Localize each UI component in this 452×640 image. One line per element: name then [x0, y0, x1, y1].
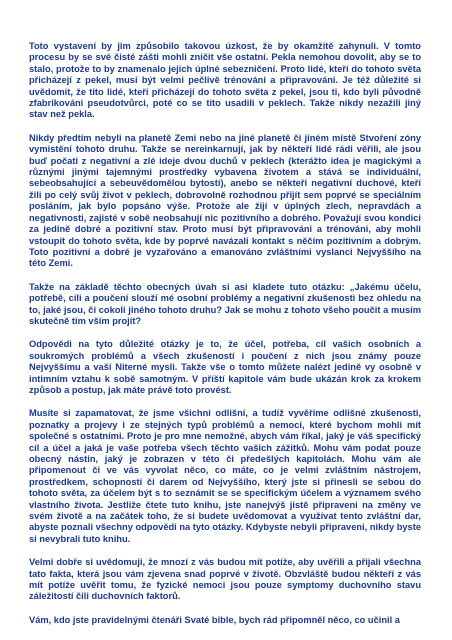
paragraph: Vám, kdo jste pravidelnými čtenáři Svaté bible, bych rád připomněl něco, co učinil a: [29, 614, 400, 625]
paragraph: Velmi dobře si uvědomuji, že mnozí z vás budou mít potíže, aby uvěřili a přijali všechna tato fakta, která jsou vám zjevena snad poprvé v životě. Obzvláště budou někteří z vás mít potíže uvěřit tomu, že fyzické nemoci jsou pouze symptomy duchovního stavu záležitostí čili duchovních faktorů.: [29, 557, 421, 602]
paragraph: Toto vystavení by jim způsobilo takovou úzkost, že by okamžitě zahynuli. V tomto procesu by se své čisté zášti mohli zničit vše ostatní. Pekla nemohou dovolit, aby se to stalo, protože to by znamenalo jejich úplné sebezničení. Proto lidé, kteří do tohoto světa přicházejí z pekel, musí být velmi pečlivě trénováni a připravováni. Je též důležité si uvědomit, že tito lidé, kteří přicházejí do tohoto světa z pekel, jsou ti, kdo byli původně zfabrikováni pseudotvůrci, poté co se tito usadili v peklech. Takže nikdy nezažili jiný stav než pekla.: [29, 41, 421, 120]
paragraph: Nikdy předtím nebyli na planetě Zemi nebo na jiné planetě či jiném místě Stvoření zóny vymistění tohoto druhu. Takže se nereinkarnují, jak by někteří lidé rádi věřili, ale jsou buď počati z negativní a zlé ideje dvou duchů v peklech (kterážto idea je magickými a různými jinými tajemnými prostředky vybavena životem a stává se individuální, sebeobsahující a sebeuvědomělou bytostí), anebo se někteří negativní duchové, kteří žili po celý svůj život v peklech, dobrovolně rozhodnou přijít sem poprvé se speciálním posláním, jak bylo popsáno výše. Protože ale žijí v úplných zlech, nepravdách a negativnosti, zajisté v sobě neobsahují nic pozitivního a dobrého. Považují svou kondici za jedině dobré a pozitivní stav. Proto musí být připravováni a trénováni, aby mohli vstoupit do tohoto světa, kde by poprvé navázali kontakt s něčím pozitivním a dobrým. Toto pozitivní a dobré je vyzařováno a emanováno zvláštními vyslanci Nejvyššího na této Zemi.: [29, 132, 421, 269]
paragraph: Takže na základě těchto obecných úvah si asi kladete tuto otázku: „Jakému účelu, potřebě, cíli a poučení slouží mé osobní problémy a negativní zkušenosti bez ohledu na to, jaké jsou, či cokoli jiného tohoto druhu? Jak se mohu z tohoto všeho poučit a musím skutečně tím vším projít?: [29, 281, 421, 326]
document-page: [29, 41, 421, 638]
paragraph: Odpovědi na tyto důležité otázky je to, že účel, potřeba, cíl vašich osobních a soukromých problémů a všech zkušeností i poučení z nich jsou známy pouze Nejvyššímu a vaší Niterné mysli. Takže vše o tomto můžete nalézt jedině vy osobně v intimním vztahu k sobě samotným. V příští kapitole vám bude ukázán krok za krokem způsob a postup, jak máte právě toto provést.: [29, 339, 421, 395]
paragraph: Musíte si zapamatovat, že jsme všichni odlišní, a tudíž vyvěříme odlišné zkušenosti, poznatky a projevy i ze stejných typů problémů a nemocí, které bychom mohli mít společné s ostatními. Proto je pro mne nemožné, abych vám říkal, jaký je váš specifický cíl a účel a jaká je vaše potřeba všech těchto vašich zážitků. Mohu vám podat pouze obecný nástin, jaký je zobrazen v této či předešlých kapitolách. Mohu vám ale připomenout či ve vás vyvolat něco, co máte, co je velmi zvláštním nástrojem, prostředkem, schopností či darem od Nejvyššího, který jste si přinesli se sebou do tohoto světa, za účelem být s to seznámit se se specifickým účelem a významem svého vlastního života. Jestliže čtete tuto knihu, jste nanejvýš jistě připraveni na změny ve svém životě a na začátek toho, že si budete uvědomovat a využívat tento zvláštní dar, abyste poznali všechny odpovědi na tyto otázky. Kdybyste nebyli připraveni, nikdy byste si nevybrali tuto knihu.: [29, 408, 421, 544]
